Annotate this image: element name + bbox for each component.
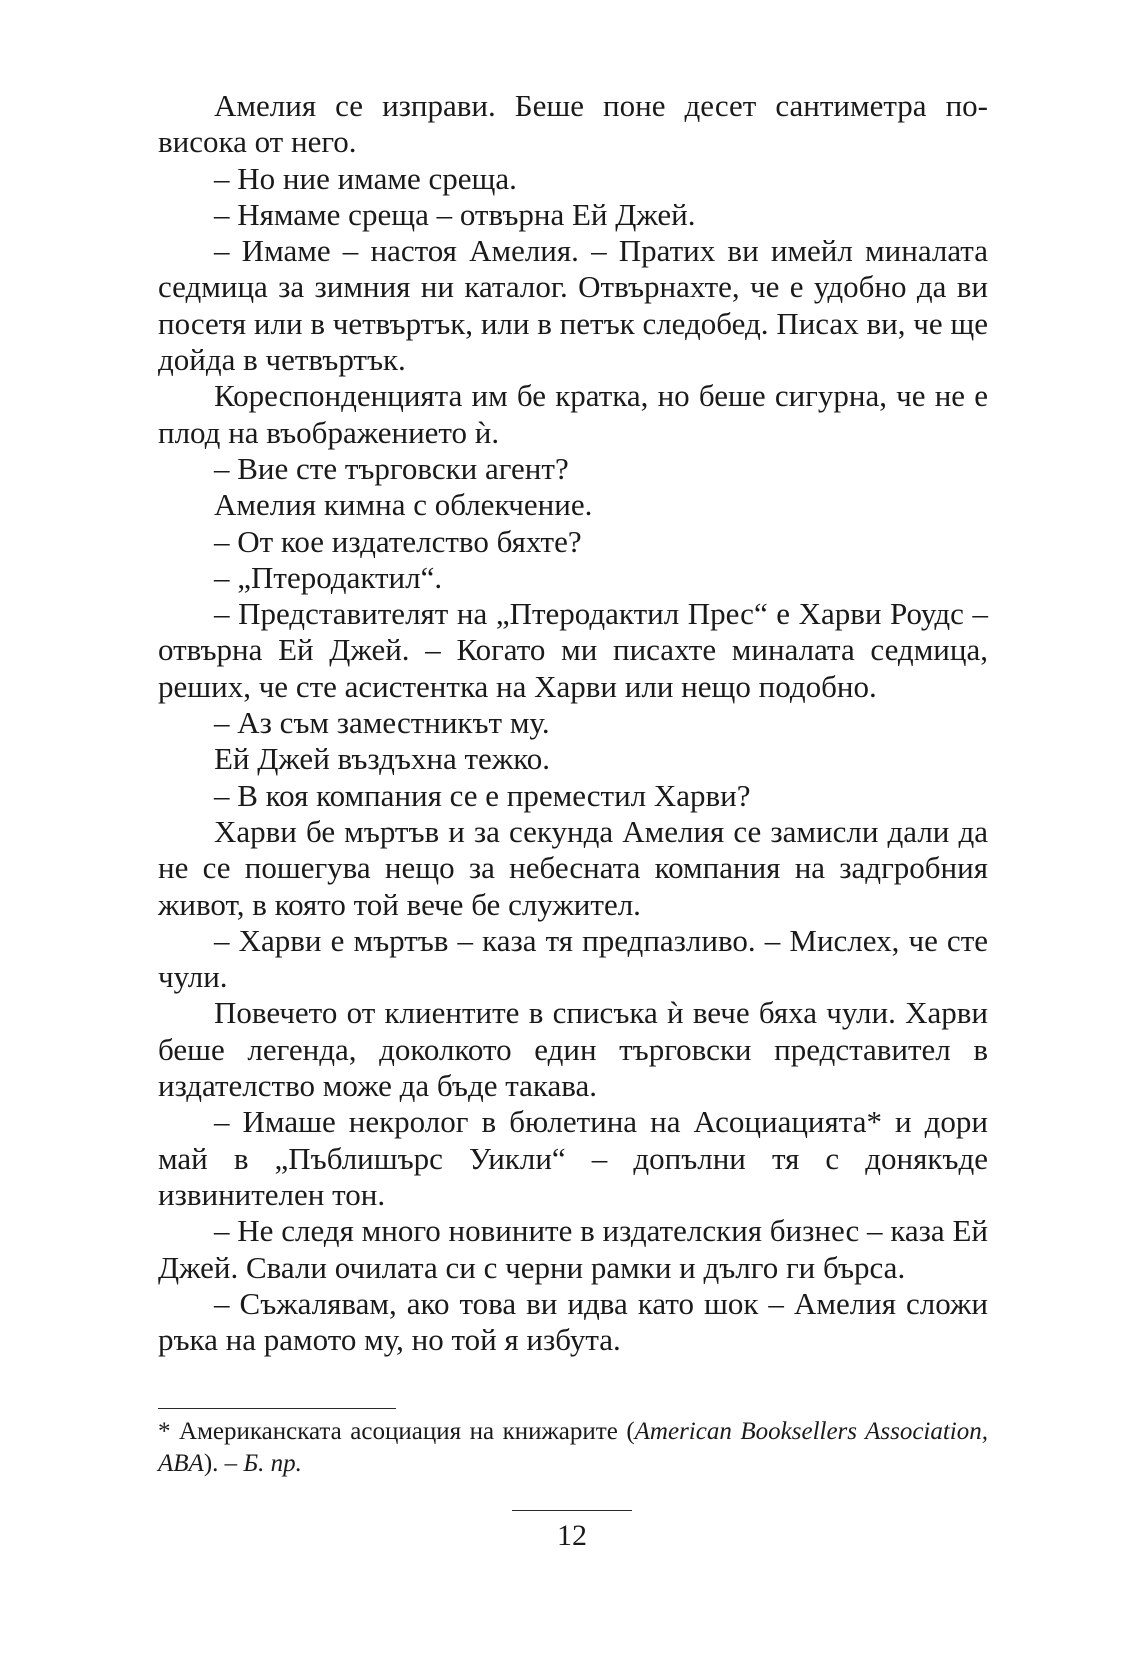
paragraph: – „Птеродактил“. <box>214 559 443 595</box>
paragraph: Харви бе мъртъв и за секунда Амелия се замисли дали да не се пошегува нещо за небесната компания на задгробния живот, в която той вече бе служител. <box>158 813 988 922</box>
footnote-translator-note: Б. пр. <box>243 1450 302 1477</box>
paragraph: – От кое издателство бяхте? <box>214 523 582 559</box>
page-number-divider <box>512 1510 632 1511</box>
paragraph: – Имаше некролог в бюлетина на Асоциацията* и дори май в „Пъблишърс Уикли“ – допълни тя с донякъде извинителен тон. <box>158 1104 988 1212</box>
paragraph: – Не следя много новините в издателския бизнес – каза Ей Джей. Свали очилата си с черни рамки и дълго ги бърса. <box>158 1213 988 1285</box>
page-number: 12 <box>557 1519 587 1552</box>
footnote-italic-title: American Booksellers Association, ABA <box>158 1418 989 1477</box>
footnote-closing: ). – <box>203 1450 244 1477</box>
paragraph: Кореспонденцията им бе кратка, но беше сигурна, че не е плод на въображението ѝ. <box>158 378 988 450</box>
footnote <box>158 1416 988 1480</box>
footnote-body: Американската асоциация на книжарите ( <box>179 1418 635 1445</box>
paragraph: Амелия се изправи. Беше поне десет сантиметра по-висока от него. <box>158 88 988 160</box>
paragraph: – Представителят на „Птеродактил Прес“ е Харви Роудс – отвърна Ей Джей. – Когато ми писахте миналата седмица, реших, че сте асистентка на Харви или нещо подобно. <box>158 596 988 704</box>
paragraph: – Имаме – настоя Амелия. – Пратих ви имейл миналата седмица за зимния ни каталог. Отвърнахте, че е удобно да ви посетя или в четвъртък, или в петък следобед. Писах ви, че ще дойда в четвъртък. <box>158 233 988 378</box>
paragraph: Ей Джей въздъхна тежко. <box>214 741 550 777</box>
footnote-text <box>158 1416 988 1480</box>
paragraph: – Аз съм заместникът му. <box>214 705 550 741</box>
paragraph: – Съжалявам, ако това ви идва като шок – Амелия сложи ръка на рамото му, но той я избута. <box>158 1285 988 1358</box>
paragraph: – Харви е мъртъв – каза тя предпазливо. – Мислех, че сте чули. <box>158 922 988 995</box>
paragraph: Амелия кимна с облекчение. <box>214 487 593 523</box>
footnote-divider <box>158 1408 396 1409</box>
footnote-marker: * <box>158 1418 180 1445</box>
paragraph: Повечето от клиентите в списъка ѝ вече бяха чули. Харви беше легенда, доколкото един търговски представител в издателство може да бъде такава. <box>158 995 988 1104</box>
paragraph: – Но ние имаме среща. <box>214 160 517 196</box>
paragraph: – Вие сте търговски агент? <box>214 450 569 486</box>
paragraph: – В коя компания се е преместил Харви? <box>214 777 751 813</box>
body-text <box>158 88 988 1358</box>
paragraph: – Нямаме среща – отвърна Ей Джей. <box>214 196 696 232</box>
